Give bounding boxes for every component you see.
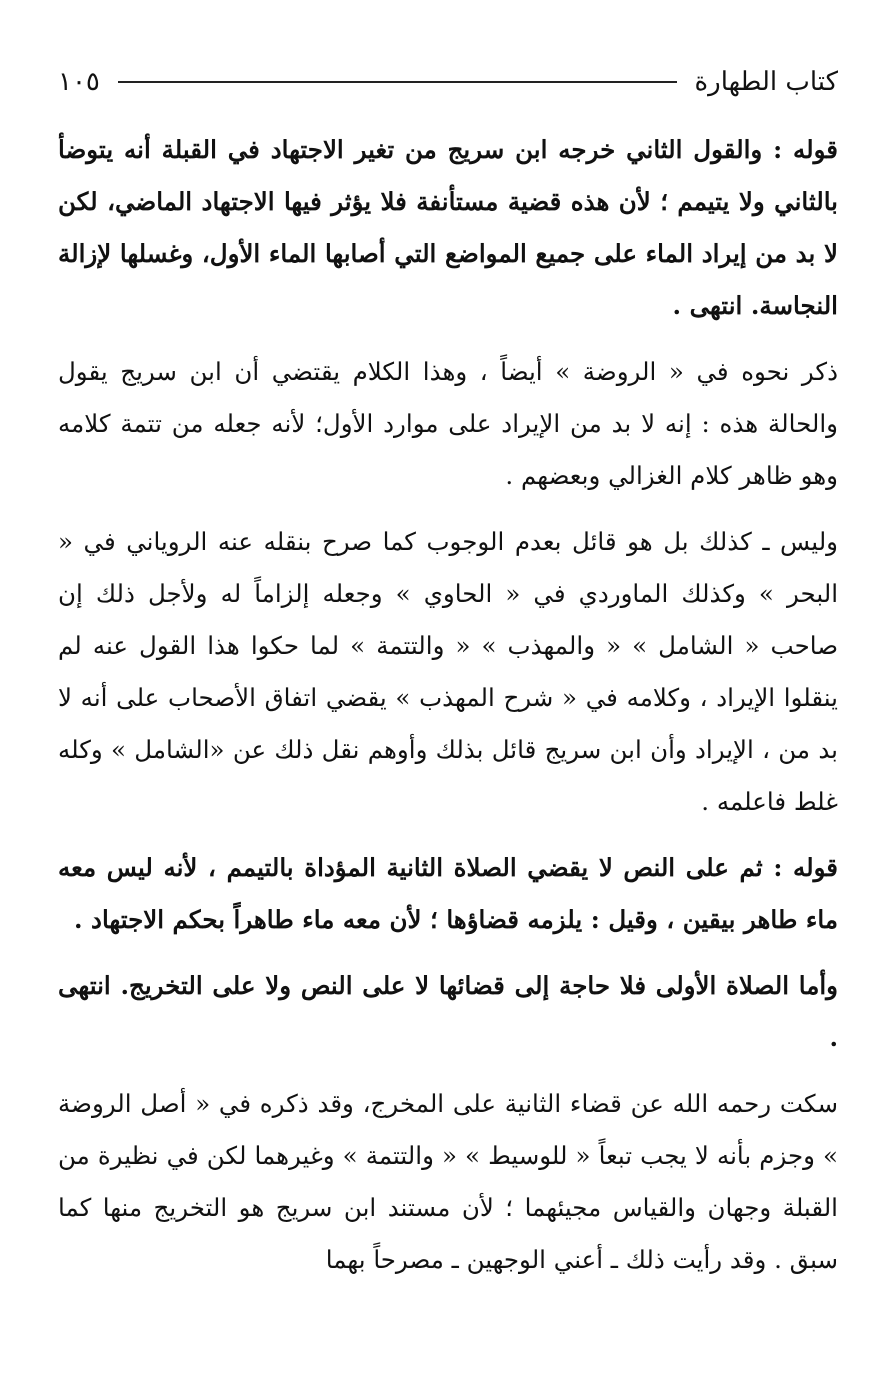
book-title: كتاب الطهارة xyxy=(694,67,838,97)
running-header xyxy=(58,62,838,102)
paragraph-6 xyxy=(58,1078,838,1286)
paragraph-4 xyxy=(58,842,838,946)
paragraph-5 xyxy=(58,960,838,1064)
paragraph-3 xyxy=(58,516,838,828)
paragraph-text: والقول الثاني خرجه ابن سريج من تغير الاجتهاد في القبلة أنه يتوضأ بالثاني ولا يتيمم ؛ لأن هذه قضية مستأنفة فلا يؤثر فيها الاجتهاد الماضي، لكن لا بد من إيراد الماء على جميع المواضع التي أصابها الماء الأول، وغسلها لإزالة النجاسة. انتهى . xyxy=(58,135,838,320)
paragraph-lead: قوله : xyxy=(762,853,838,882)
header-rule xyxy=(118,81,677,83)
paragraph-1 xyxy=(58,124,838,332)
page-number: ١٠٥ xyxy=(58,67,100,97)
paragraph-text: وليس ـ كذلك بل هو قائل بعدم الوجوب كما صرح بنقله عنه الروياني في « البحر » وكذلك الماوردي في « الحاوي » وجعله إلزاماً له ولأجل ذلك إن صاحب « الشامل » « والمهذب » « والتتمة » لما حكوا هذا القول عنه لم ينقلوا الإيراد ، وكلامه في « شرح المهذب » يقضي اتفاق الأصحاب على أنه لا بد من ، الإيراد وأن ابن سريج قائل بذلك وأوهم نقل ذلك عن «الشامل » وكله غلط فاعلمه . xyxy=(58,527,838,816)
paragraph-text: سكت رحمه الله عن قضاء الثانية على المخرج، وقد ذكره في « أصل الروضة » وجزم بأنه لا يجب تبعاً « للوسيط » « والتتمة » وغيرهما لكن في نظيرة من القبلة وجهان والقياس مجيئهما ؛ لأن مستند ابن سريج هو التخريج منها كما سبق . وقد رأيت ذلك ـ أعني الوجهين ـ مصرحاً بهما xyxy=(58,1089,838,1274)
paragraph-text: ذكر نحوه في « الروضة » أيضاً ، وهذا الكلام يقتضي أن ابن سريج يقول والحالة هذه : إنه لا بد من الإيراد على موارد الأول؛ لأنه جعله من تتمة كلامه وهو ظاهر كلام الغزالي وبعضهم . xyxy=(58,357,838,490)
book-page xyxy=(58,62,838,1300)
paragraph-text: وأما الصلاة الأولى فلا حاجة إلى قضائها لا على النص ولا على التخريج. انتهى . xyxy=(58,971,838,1052)
paragraph-text: ثم على النص لا يقضي الصلاة الثانية المؤداة بالتيمم ، لأنه ليس معه ماء طاهر بيقين ، وقيل : يلزمه قضاؤها ؛ لأن معه ماء طاهراً بحكم الاجتهاد . xyxy=(58,853,838,934)
body-text xyxy=(58,124,838,1286)
paragraph-2 xyxy=(58,346,838,502)
paragraph-lead: قوله : xyxy=(762,135,838,164)
